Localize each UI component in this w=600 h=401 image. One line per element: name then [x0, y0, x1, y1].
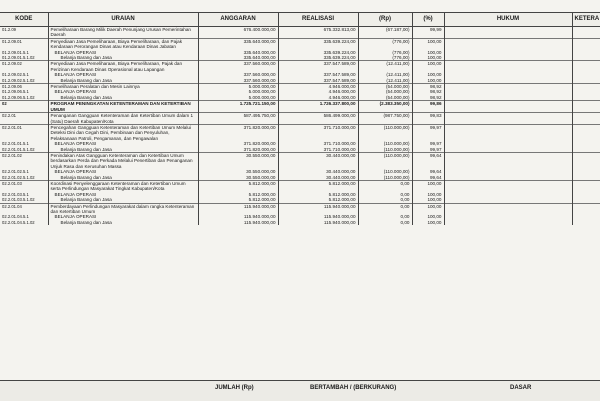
table-row [0, 124, 600, 141]
row-description: PROGRAM PENINGKATAN KETENTERAMAN DAN KETERTIBAN UMUM [48, 101, 198, 113]
row-persen: 99,97 [412, 141, 444, 146]
row-realisasi: 371.710.000,00 [278, 141, 358, 146]
row-hukum [444, 61, 572, 72]
row-persen: 99,64 [412, 152, 444, 169]
row-selisih: (54.000,00) [358, 84, 412, 90]
row-realisasi: 30.440.000,00 [278, 169, 358, 174]
row-anggaran: 337.560.000,00 [198, 78, 278, 84]
row-anggaran: 115.940.000,00 [198, 220, 278, 225]
row-realisasi: 371.710.000,00 [278, 147, 358, 153]
row-realisasi: 5.812.000,00 [278, 180, 358, 191]
row-description: Pemberdayaan Perlindungan Masyarakat dalam rangka Ketenteraman dan Ketertiban Umum [48, 203, 198, 214]
row-persen: 100,00 [412, 38, 444, 49]
row-code: 01.2.09.01.5.1.02 [0, 55, 48, 61]
row-code: 02.2.01.02.5.1 [0, 169, 48, 174]
row-code: 01.2.09.02.5.1 [0, 72, 48, 77]
row-hukum [444, 124, 572, 141]
row-persen: 100,00 [412, 220, 444, 225]
row-anggaran: 5.812.000,00 [198, 192, 278, 197]
table-row [0, 27, 600, 39]
row-realisasi: 335.639.224,00 [278, 55, 358, 61]
row-anggaran: 5.000.000,00 [198, 84, 278, 90]
row-anggaran: 115.940.000,00 [198, 214, 278, 219]
row-description: BELANJA OPERASI [48, 72, 198, 77]
table-row [0, 38, 600, 49]
footer-dasar: DASAR [510, 385, 532, 391]
row-selisih: (2.383.350,00) [358, 101, 412, 113]
header-keterangan: KETERA [572, 13, 600, 27]
row-keterangan [572, 220, 600, 225]
row-selisih: 0,00 [358, 180, 412, 191]
row-persen: 99,99 [412, 27, 444, 39]
row-hukum [444, 113, 572, 125]
row-anggaran: 371.820.000,00 [198, 124, 278, 141]
row-persen: 100,00 [412, 214, 444, 219]
row-selisih: (110.000,00) [358, 169, 412, 174]
row-realisasi: 30.440.000,00 [278, 175, 358, 181]
row-code: 01.2.09.02 [0, 61, 48, 72]
row-persen: 100,00 [412, 61, 444, 72]
row-realisasi: 335.639.224,00 [278, 38, 358, 49]
row-anggaran: 587.495.750,00 [198, 113, 278, 125]
row-code: 02.2.01.01.5.1.02 [0, 147, 48, 153]
row-description: BELANJA OPERASI [48, 50, 198, 55]
row-description: Penyediaan Jasa Pemeliharaan, Biaya Pemeliharaan, Pajak dan Perizinan Kendaraan Dinas Operasional atau Lapangan [48, 61, 198, 72]
row-keterangan [572, 27, 600, 39]
row-code: 02.2.01.04.5.1 [0, 214, 48, 219]
row-selisih: 0,00 [358, 197, 412, 203]
row-realisasi: 337.547.589,00 [278, 61, 358, 72]
row-keterangan [572, 61, 600, 72]
row-persen: 100,00 [412, 50, 444, 55]
row-code: 02.2.01.02 [0, 152, 48, 169]
row-description: Pencegahan Gangguan Ketenteraman dan Ketertiban Umum Melalui Deteksi Dini dan Cegah Dini, Pembinaan dan Penyuluhan, Pelaksanaan Patroli, Pengamanan, dan Pengawalan [48, 124, 198, 141]
row-selisih: (776,00) [358, 55, 412, 61]
row-description: BELANJA OPERASI [48, 89, 198, 94]
row-selisih: (12.411,00) [358, 61, 412, 72]
row-anggaran: 30.550.000,00 [198, 152, 278, 169]
row-description: Pemeliharaan Barang Milik Daerah Penunjang Urusan Pemerintahan Daerah [48, 27, 198, 39]
row-persen: 100,00 [412, 55, 444, 61]
row-persen: 99,97 [412, 124, 444, 141]
row-hukum [444, 220, 572, 225]
row-hukum [444, 152, 572, 169]
row-realisasi: 371.710.000,00 [278, 124, 358, 141]
header-realisasi: REALISASI [278, 13, 358, 27]
row-anggaran: 335.640.000,00 [198, 50, 278, 55]
row-code: 02.2.01.01 [0, 124, 48, 141]
row-realisasi: 30.440.000,00 [278, 152, 358, 169]
row-description: Belanja Barang dan Jasa [48, 147, 198, 153]
row-anggaran: 30.550.000,00 [198, 175, 278, 181]
row-description: Koordinasi Penyelenggaraan Ketenteraman dan Ketertiban Umum serta Perlindungan Masyarakat Tingkat Kabupaten/Kota [48, 180, 198, 191]
row-description: Pemeliharaan Peralatan dan Mesin Lainnya [48, 84, 198, 90]
row-persen: 99,83 [412, 113, 444, 125]
row-description: BELANJA OPERASI [48, 141, 198, 146]
row-code: 02.2.01.04.5.1.02 [0, 220, 48, 225]
row-realisasi: 5.812.000,00 [278, 192, 358, 197]
row-description: Belanja Barang dan Jasa [48, 220, 198, 225]
table-row [0, 113, 600, 125]
row-anggaran: 1.725.721.150,00 [198, 101, 278, 113]
row-description: BELANJA OPERASI [48, 169, 198, 174]
row-selisih: 0,00 [358, 192, 412, 197]
row-hukum [444, 101, 572, 113]
row-selisih: (776,00) [358, 50, 412, 55]
row-selisih: (12.411,00) [358, 72, 412, 77]
row-description: Belanja Barang dan Jasa [48, 78, 198, 84]
row-selisih: (110.000,00) [358, 175, 412, 181]
row-realisasi: 115.940.000,00 [278, 220, 358, 225]
row-code: 02 [0, 101, 48, 113]
row-code: 02.2.01.02.5.1.02 [0, 175, 48, 181]
row-persen: 99,97 [412, 147, 444, 153]
row-anggaran: 335.640.000,00 [198, 55, 278, 61]
row-realisasi: 115.940.000,00 [278, 214, 358, 219]
row-description: Belanja Barang dan Jasa [48, 95, 198, 101]
row-selisih: (110.000,00) [358, 124, 412, 141]
table-row [0, 220, 600, 225]
row-keterangan [572, 124, 600, 141]
budget-realization-table [0, 12, 600, 225]
row-persen: 100,00 [412, 197, 444, 203]
row-hukum [444, 180, 572, 191]
row-anggaran: 30.550.000,00 [198, 169, 278, 174]
row-selisih: (54.000,00) [358, 89, 412, 94]
row-anggaran: 5.000.000,00 [198, 95, 278, 101]
header-selisih: (Rp) [358, 13, 412, 27]
row-persen: 100,00 [412, 78, 444, 84]
row-description: Penyediaan Jasa Pemeliharaan, Biaya Pemeliharaan, dan Pajak Kendaraan Perorangan Dinas atau Kendaraan Dinas Jabatan [48, 38, 198, 49]
footer-bertambah: BERTAMBAH / (BERKURANG) [310, 385, 397, 391]
row-code: 02.2.01.01.5.1 [0, 141, 48, 146]
row-persen: 100,00 [412, 192, 444, 197]
row-code: 01.2.09.06 [0, 84, 48, 90]
row-selisih: (12.411,00) [358, 78, 412, 84]
row-code: 02.2.01.03.5.1 [0, 192, 48, 197]
row-realisasi: 675.332.813,00 [278, 27, 358, 39]
row-realisasi: 4.946.000,00 [278, 84, 358, 90]
row-realisasi: 4.946.000,00 [278, 89, 358, 94]
row-selisih: (54.000,00) [358, 95, 412, 101]
row-realisasi: 115.940.000,00 [278, 203, 358, 214]
row-anggaran: 5.000.000,00 [198, 89, 278, 94]
row-code: 01.2.09.01 [0, 38, 48, 49]
row-hukum [444, 203, 572, 214]
row-description: Belanja Barang dan Jasa [48, 197, 198, 203]
row-anggaran: 335.640.000,00 [198, 38, 278, 49]
row-description: BELANJA OPERASI [48, 192, 198, 197]
row-description: Belanja Barang dan Jasa [48, 55, 198, 61]
row-realisasi: 1.726.337.800,00 [278, 101, 358, 113]
row-code: 01.2.09.01.5.1 [0, 50, 48, 55]
table-row [0, 61, 600, 72]
row-persen: 99,64 [412, 169, 444, 174]
row-keterangan [572, 152, 600, 169]
row-selisih: (776,00) [358, 38, 412, 49]
row-realisasi: 335.639.224,00 [278, 50, 358, 55]
table-header-row [0, 13, 600, 27]
table-row [0, 101, 600, 113]
row-selisih: (987.750,00) [358, 113, 412, 125]
row-code: 02.2.01.03.5.1.02 [0, 197, 48, 203]
header-persen: (%) [412, 13, 444, 27]
row-persen: 100,00 [412, 203, 444, 214]
row-selisih: 0,00 [358, 203, 412, 214]
row-code: 02.2.01 [0, 113, 48, 125]
row-anggaran: 5.812.000,00 [198, 180, 278, 191]
row-realisasi: 586.499.000,00 [278, 113, 358, 125]
row-hukum [444, 38, 572, 49]
header-hukum: HUKUM [444, 13, 572, 27]
row-persen: 98,92 [412, 84, 444, 90]
row-anggaran: 676.400.000,00 [198, 27, 278, 39]
row-selisih: 0,00 [358, 214, 412, 219]
row-anggaran: 115.940.000,00 [198, 203, 278, 214]
row-description: BELANJA OPERASI [48, 214, 198, 219]
row-anggaran: 5.812.000,00 [198, 197, 278, 203]
header-kode: KODE [0, 13, 48, 27]
row-code: 01.2.09 [0, 27, 48, 39]
row-code: 01.2.09.06.5.1 [0, 89, 48, 94]
row-persen: 98,92 [412, 95, 444, 101]
row-code: 02.2.01.03 [0, 180, 48, 191]
row-description: Penanganan Gangguan Ketenteraman dan Ketertiban Umum dalam 1 (Satu) Daerah Kabupaten/Kota [48, 113, 198, 125]
row-persen: 99,86 [412, 101, 444, 113]
row-keterangan [572, 38, 600, 49]
row-code: 01.2.09.06.5.1.02 [0, 95, 48, 101]
row-anggaran: 337.560.000,00 [198, 61, 278, 72]
row-persen: 98,92 [412, 89, 444, 94]
row-selisih: (110.000,00) [358, 147, 412, 153]
row-selisih: (110.000,00) [358, 141, 412, 146]
table-footer [0, 380, 600, 401]
table-row [0, 152, 600, 169]
row-realisasi: 337.547.589,00 [278, 72, 358, 77]
row-code: 02.2.01.04 [0, 203, 48, 214]
row-persen: 99,64 [412, 175, 444, 181]
row-hukum [444, 27, 572, 39]
footer-jumlah: JUMLAH (Rp) [215, 385, 254, 391]
table-row [0, 180, 600, 191]
row-code: 01.2.09.02.5.1.02 [0, 78, 48, 84]
row-description: Penindakan Atas Gangguan Ketenteraman dan Ketertiban Umum berdasarkan Perda dan Perkada Melalui Penertiban dan Penanganan Unjuk Rasa dan Kerusuhan Massa [48, 152, 198, 169]
row-keterangan [572, 113, 600, 125]
row-realisasi: 4.946.000,00 [278, 95, 358, 101]
row-keterangan [572, 203, 600, 214]
header-anggaran: ANGGARAN [198, 13, 278, 27]
row-persen: 100,00 [412, 180, 444, 191]
header-uraian: URAIAN [48, 13, 198, 27]
row-persen: 100,00 [412, 72, 444, 77]
row-selisih: 0,00 [358, 220, 412, 225]
table-row [0, 203, 600, 214]
row-anggaran: 371.820.000,00 [198, 147, 278, 153]
row-anggaran: 371.820.000,00 [198, 141, 278, 146]
row-keterangan [572, 180, 600, 191]
row-selisih: (67.187,00) [358, 27, 412, 39]
row-description: Belanja Barang dan Jasa [48, 175, 198, 181]
row-realisasi: 337.547.589,00 [278, 78, 358, 84]
row-selisih: (110.000,00) [358, 152, 412, 169]
row-keterangan [572, 101, 600, 113]
row-anggaran: 337.560.000,00 [198, 72, 278, 77]
row-realisasi: 5.812.000,00 [278, 197, 358, 203]
